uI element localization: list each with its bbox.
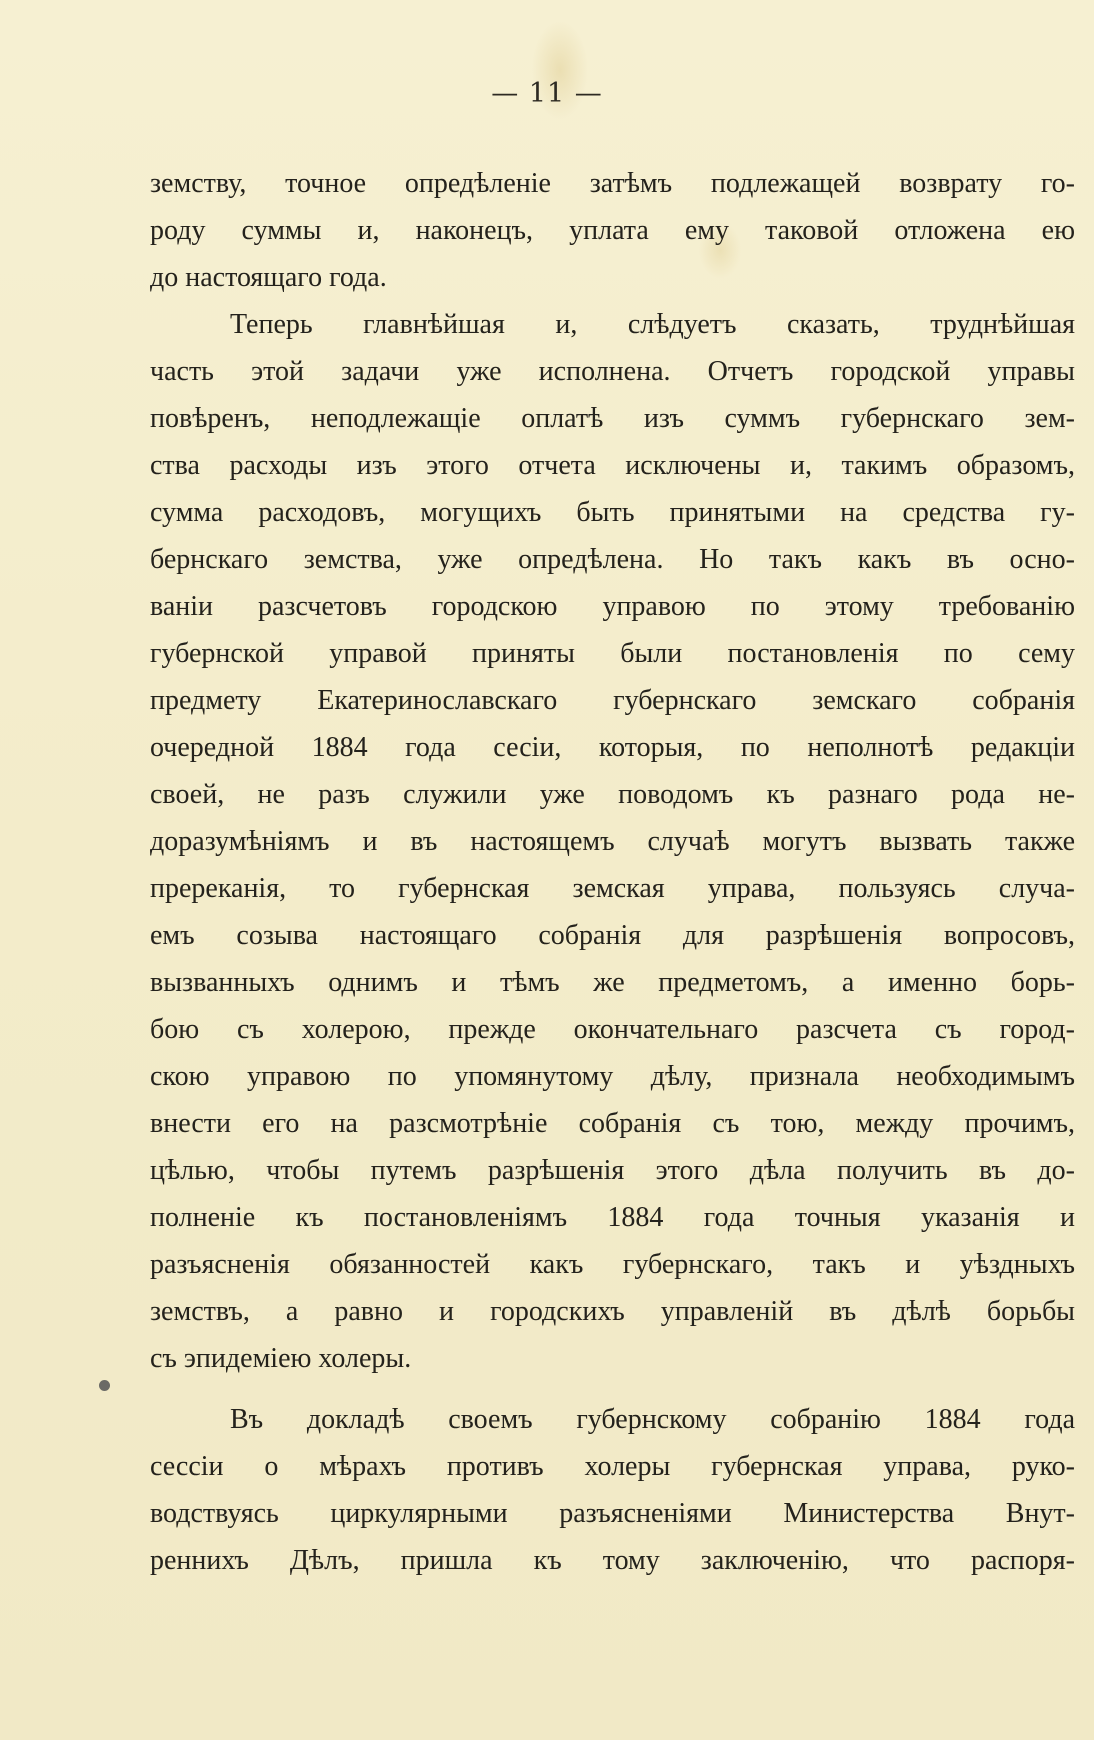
text-line: роду суммы и, наконецъ, уплата ему таковой отложена ею [150, 215, 1075, 246]
text-line: емъ созыва настоящаго собранія для разрѣшенія вопросовъ, [150, 920, 1075, 951]
text-line: Въ докладѣ своемъ губернскому собранію 1884 года [230, 1404, 1075, 1435]
text-line: доразумѣніямъ и въ настоящемъ случаѣ могутъ вызвать также [150, 826, 1075, 857]
ink-spot [99, 1380, 110, 1391]
body-text [150, 160, 1075, 1584]
text-line: сессіи о мѣрахъ противъ холеры губернская управа, руко- [150, 1451, 1075, 1482]
text-line: внести его на разсмотрѣніе собранія съ тою, между прочимъ, [150, 1108, 1075, 1139]
text-line: земствъ, а равно и городскихъ управленій въ дѣлѣ борьбы [150, 1296, 1075, 1327]
text-line: вызванныхъ однимъ и тѣмъ же предметомъ, а именно борь- [150, 967, 1075, 998]
text-line: бою съ холерою, прежде окончательнаго разсчета съ город- [150, 1014, 1075, 1045]
text-line: съ эпидеміею холеры. [150, 1343, 412, 1374]
text-line: часть этой задачи уже исполнена. Отчетъ городской управы [150, 356, 1075, 387]
text-line: ства расходы изъ этого отчета исключены и, такимъ образомъ, [150, 450, 1075, 481]
text-line: цѣлью, чтобы путемъ разрѣшенія этого дѣла получить въ до- [150, 1155, 1075, 1186]
page-number: — 11 — [491, 78, 603, 109]
text-line: ваніи разсчетовъ городскою управою по этому требованію [150, 591, 1075, 622]
text-line: скою управою по упомянутому дѣлу, признала необходимымъ [150, 1061, 1075, 1092]
text-line: своей, не разъ служили уже поводомъ къ разнаго рода не- [150, 779, 1075, 810]
text-line: предмету Екатеринославскаго губернскаго земскаго собранія [150, 685, 1075, 716]
text-line: земству, точное опредѣленіе затѣмъ подлежащей возврату го- [150, 168, 1075, 199]
text-line: до настоящаго года. [150, 262, 387, 293]
text-line: Теперь главнѣйшая и, слѣдуетъ сказать, труднѣйшая [230, 309, 1075, 340]
text-line: губернской управой приняты были постановленія по сему [150, 638, 1075, 669]
text-line: разъясненія обязанностей какъ губернскаго, такъ и уѣздныхъ [150, 1249, 1075, 1280]
text-line: пререканія, то губернская земская управа, пользуясь случа- [150, 873, 1075, 904]
text-line: сумма расходовъ, могущихъ быть принятыми на средства гу- [150, 497, 1075, 528]
text-line: повѣренъ, неподлежащіе оплатѣ изъ суммъ губернскаго зем- [150, 403, 1075, 434]
text-line: очередной 1884 года сесіи, которыя, по неполнотѣ редакціи [150, 732, 1075, 763]
text-line: водствуясь циркулярными разъясненіями Министерства Внут- [150, 1498, 1075, 1529]
text-line: бернскаго земства, уже опредѣлена. Но такъ какъ въ осно- [150, 544, 1075, 575]
text-line: полненіе къ постановленіямъ 1884 года точныя указанія и [150, 1202, 1075, 1233]
text-line: реннихъ Дѣлъ, пришла къ тому заключенію, что распоря- [150, 1545, 1075, 1576]
